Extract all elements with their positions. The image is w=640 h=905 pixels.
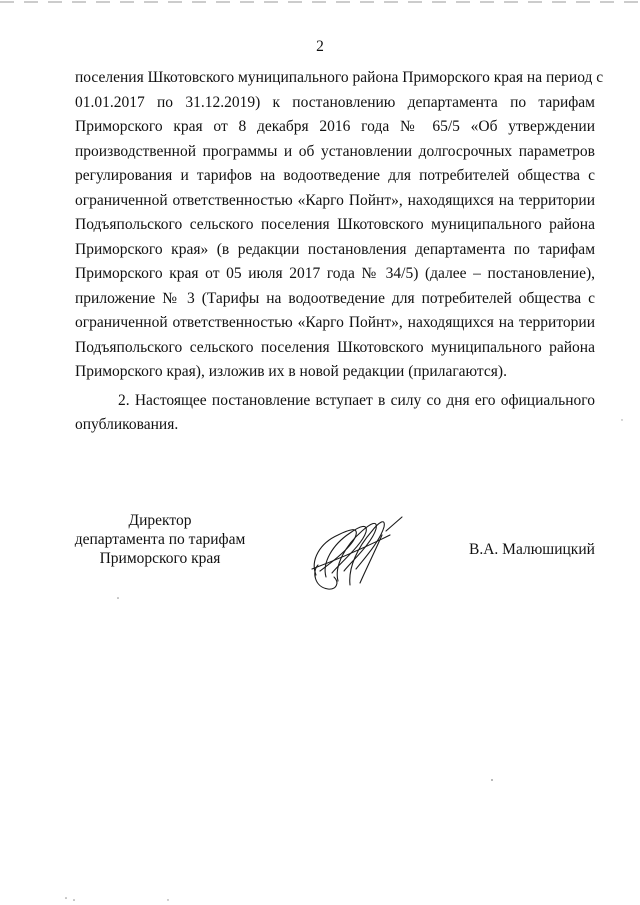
paragraph-1-line: приложение № 3 (Тарифы на водоотведение для потребителей общества с	[75, 289, 595, 307]
paragraph-2	[75, 389, 595, 438]
page-top-dashed-edge	[0, 0, 640, 6]
signer-name: В.А. Малюшицкий	[469, 541, 595, 558]
paragraph-1-line: Приморского края от 05 июля 2017 года № 34/5) (далее – постановление),	[75, 265, 595, 282]
paragraph-1-line: поселения Шкотовского муниципального района Приморского края на период с	[75, 69, 604, 86]
paragraph-1-line: производственной программы и об установлении долгосрочных параметров	[75, 142, 595, 160]
signer-title-line: департамента по тарифам	[74, 531, 246, 548]
paragraph-1-line: Приморского края от 8 декабря 2016 года № 65/5 «Об утверждении	[75, 118, 595, 135]
paragraph-1	[75, 66, 604, 385]
paragraph-1-line: регулирования и тарифов на водоотведение для потребителей общества с	[75, 167, 595, 184]
paragraph-1-line: Приморского края» (в редакции постановления департамента по тарифам	[75, 240, 595, 258]
signer-title-block	[60, 511, 260, 568]
handwritten-signature	[298, 505, 408, 593]
paragraph-2-line: опубликования.	[75, 416, 179, 433]
signer-title-line: Приморского края	[99, 550, 221, 567]
paragraph-1-line: ограниченной ответственностью «Карго Пойнт», находящихся на территории	[75, 191, 595, 209]
paragraph-1-line: Подъяпольского сельского поселения Шкотовского муниципального района	[75, 338, 595, 356]
paragraph-1-line: 01.01.2017 по 31.12.2019) к постановлению департамента по тарифам	[75, 93, 595, 111]
paragraph-1-line: Подъяпольского сельского поселения Шкотовского муниципального района	[75, 216, 595, 233]
paragraph-2-line: 2. Настоящее постановление вступает в силу со дня его официального	[118, 391, 595, 409]
document-body	[75, 66, 604, 438]
signer-title-line: Директор	[128, 512, 192, 529]
page-number: 2	[316, 38, 324, 55]
paragraph-1-line: Приморского края), изложив их в новой редакции (прилагаются).	[75, 363, 507, 380]
paragraph-1-line: ограниченной ответственностью «Карго Пойнт», находящихся на территории	[75, 314, 595, 331]
